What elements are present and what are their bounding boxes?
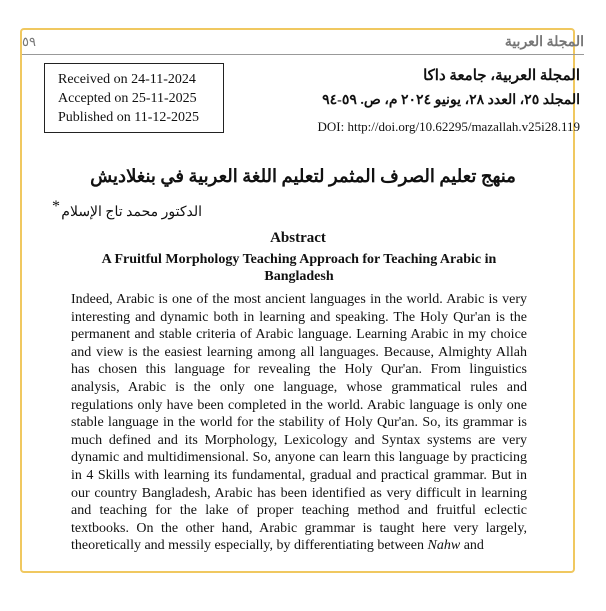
running-header xyxy=(22,32,584,55)
english-article-title: A Fruitful Morphology Teaching Approach for Teaching Arabic in Bangladesh xyxy=(101,252,497,284)
page-number: ٥٩ xyxy=(22,34,36,49)
abstract-italic-term: Nahw xyxy=(427,538,461,554)
author-footnote-mark: * xyxy=(52,198,60,215)
journal-name-header: المجلة العربية xyxy=(504,35,584,50)
abstract-tail: and xyxy=(463,538,484,554)
doi-link[interactable]: DOI: http://doi.org/10.62295/mazallah.v25i28.119 xyxy=(317,119,580,134)
arabic-article-title: منهج تعليم الصرف المثمر لتعليم اللغة العربية في بنغلاديش xyxy=(90,166,516,186)
received-date: Received on 24-11-2024 xyxy=(58,72,196,87)
abstract-heading: Abstract xyxy=(270,230,326,246)
abstract-body xyxy=(71,291,527,555)
abstract-text: Indeed, Arabic is one of the most ancient languages in the world. Arabic is very interesting and dynamic both in learning and speaking. The Holy Qur'an is the permanent and stable criteria of Arabic language. Learning Arabic in my choice and view is the easiest learning among all languages. Because, Almighty Allah has chosen this language for revealing the Holy Qur'an. From linguistics analysis, Arabic is the only one language, whose grammatical rules and regulations only have been completed in the world. Arabic language is only one stable language in the world for the stability of Holy Qur'an. So, its grammar is much defined and its Morphology, Lexicology and Syntax systems are very dynamic and multidimensional. So, anyone can learn this language by practicing in 4 Skills with learning its fundamental, gradual and practical grammar. But in our country Bangladesh, Arabic has been identified as very difficult in learning and teaching for the lake of proper teaching method and fruitful eclectic textbooks. On the other hand, Arabic grammar is taught here very largely, theoretically and messily especially, by differentiating between xyxy=(71,292,527,554)
volume-issue-info: المجلد ٢٥، العدد ٢٨، يونيو ٢٠٢٤ م، ص. ٥٩-٩٤ xyxy=(322,93,580,108)
accepted-date: Accepted on 25-11-2025 xyxy=(58,91,197,106)
publication-dates-box xyxy=(44,63,224,133)
journal-affiliation: المجلة العربية، جامعة داكا xyxy=(423,68,580,84)
published-date: Published on 11-12-2025 xyxy=(58,110,200,125)
author-name: الدكتور محمد تاج الإسلام xyxy=(61,205,202,220)
